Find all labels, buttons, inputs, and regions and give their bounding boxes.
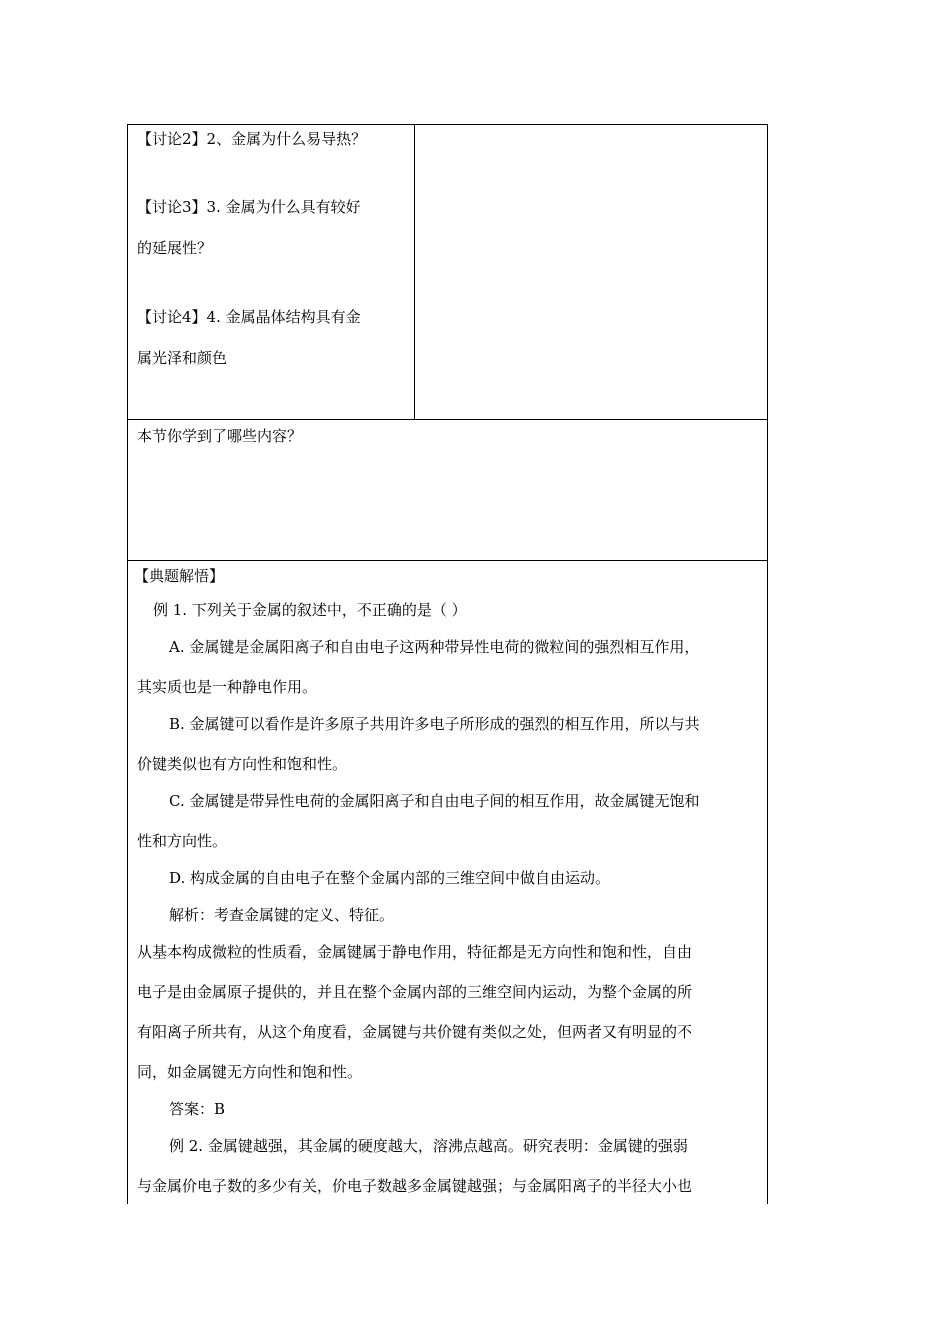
discussion-4-line2: 属光泽和颜色 [137,349,228,367]
example-1-question: 例 1. 下列关于金属的叙述中，不正确的是（ ） [153,601,467,619]
summary-prompt: 本节你学到了哪些内容？ [137,427,303,445]
discussion-3-line2: 的延展性？ [137,239,213,257]
option-c-line2: 性和方向性。 [137,832,228,850]
option-d: D. 构成金属的自由电子在整个金属内部的三维空间中做自由运动。 [169,869,611,887]
row-divider-1 [127,419,768,420]
column-divider [414,124,415,420]
example-2-line2: 与金属价电子数的多少有关，价电子数越多金属键越强；与金属阳离子的半径大小也 [137,1177,693,1195]
option-a-line1: A. 金属键是金属阳离子和自由电子这两种带异性电荷的微粒间的强烈相互作用， [169,638,700,656]
discussion-2: 【讨论2】2、金属为什么易导热？ [137,130,367,148]
option-c-line1: C. 金属键是带异性电荷的金属阳离子和自由电子间的相互作用，故金属键无饱和 [169,792,700,810]
analysis-line1: 从基本构成微粒的性质看，金属键属于静电作用，特征都是无方向性和饱和性，自由 [137,943,693,961]
analysis-intro: 解析：考查金属键的定义、特征。 [169,906,395,924]
discussion-3-line1: 【讨论3】3. 金属为什么具有较好 [137,198,361,216]
option-b-line1: B. 金属键可以看作是许多原子共用许多电子所形成的强烈的相互作用，所以与共 [169,715,700,733]
discussion-4-line1: 【讨论4】4. 金属晶体结构具有金 [137,308,361,326]
example-2-line1: 例 2. 金属键越强，其金属的硬度越大，溶沸点越高。研究表明：金属键的强弱 [169,1137,688,1155]
analysis-line3: 有阳离子所共有，从这个角度看，金属键与共价键有类似之处，但两者又有明显的不 [137,1023,693,1041]
examples-heading: 【典题解悟】 [134,567,225,585]
row-divider-2 [127,560,768,561]
option-a-line2: 其实质也是一种静电作用。 [137,678,318,696]
answer: 答案：B [169,1100,226,1118]
analysis-line2: 电子是由金属原子提供的，并且在整个金属内部的三维空间内运动，为整个金属的所 [137,983,693,1001]
lesson-table [127,124,768,1204]
analysis-line4: 同，如金属键无方向性和饱和性。 [137,1063,363,1081]
option-b-line2: 价键类似也有方向性和饱和性。 [137,755,348,773]
